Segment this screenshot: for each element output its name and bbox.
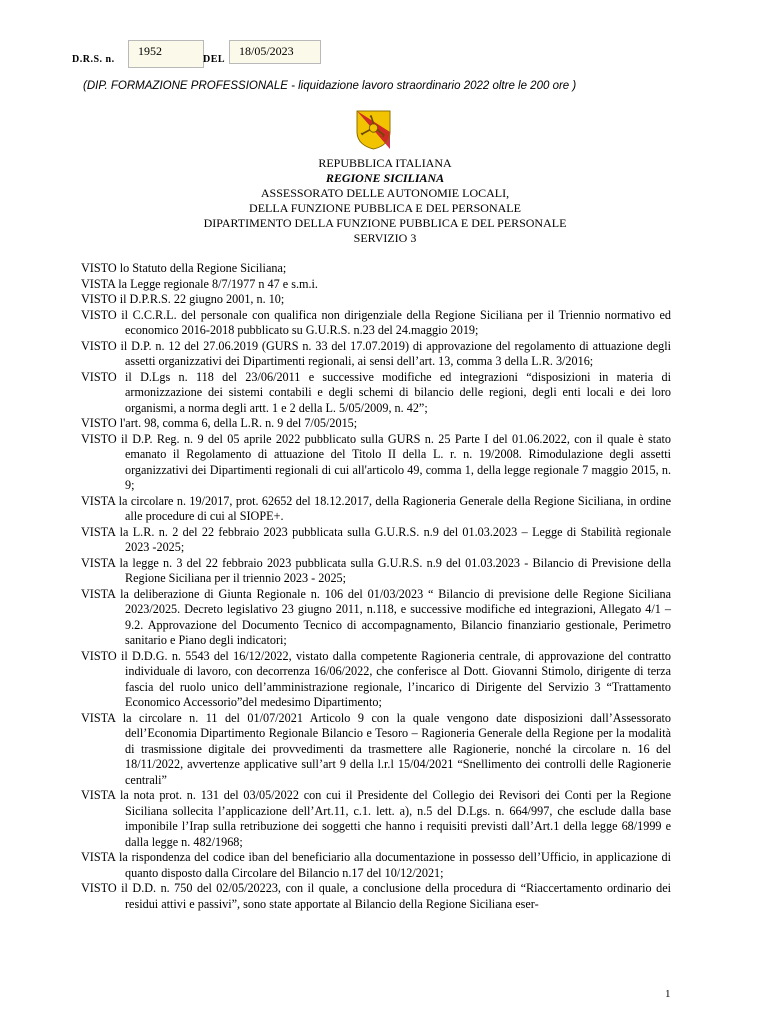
- letterhead-dipartimento: DIPARTIMENTO DELLA FUNZIONE PUBBLICA E DEL PERSONALE: [203, 216, 567, 230]
- clause-circolare-19-2017: VISTA la circolare n. 19/2017, prot. 62652 del 18.12.2017, della Ragioneria Generale della Regione Siciliana, in ordine alle procedure di cui al SIOPE+.: [81, 493, 671, 523]
- clause-iban: VISTA la rispondenza del codice iban del beneficiario alla documentazione in possesso dell’Ufficio, in applicazione di quanto disposto dalla Circolare del Bilancio n.17 del 10/12/2021;: [81, 850, 671, 880]
- clause-art-98: VISTO l'art. 98, comma 6, della L.R. n. 9 del 7/05/2015;: [81, 416, 358, 430]
- clause-lr-2-2023: VISTA la L.R. n. 2 del 22 febbraio 2023 pubblicata sulla G.U.R.S. n.9 del 01.03.2023 – Legge di Stabilità regionale 2023 -2025;: [81, 524, 671, 554]
- drs-number-field[interactable]: 1952: [128, 40, 204, 68]
- del-label: DEL: [203, 54, 226, 65]
- clause-dp-12-2019: VISTO il D.P. n. 12 del 27.06.2019 (GURS n. 33 del 17.07.2019) di approvazione del regolamento di attuazione degli assetti organizzativi dei Dipartimenti regionali, ai sensi dell’art. 13, comma 3 della L.R. 3/2016;: [81, 338, 671, 368]
- decree-body: [81, 261, 671, 912]
- clause-statuto: VISTO lo Statuto della Regione Siciliana;: [81, 261, 287, 275]
- document-subject: (DIP. FORMAZIONE PROFESSIONALE - liquidazione lavoro straordinario 2022 oltre le 200 ore ): [83, 80, 577, 92]
- letterhead-republic: REPUBBLICA ITALIANA: [318, 156, 452, 170]
- clause-ccrl: VISTO il C.C.R.L. del personale con qualifica non dirigenziale della Regione Siciliana per il Triennio normativo ed economico 2016-2018 pubblicato su G.U.R.S. n.23 del 24.maggio 2019;: [81, 307, 671, 337]
- clause-ddg-5543: VISTO il D.D.G. n. 5543 del 16/12/2022, vistato dalla competente Ragioneria centrale, di approvazione del contratto individuale di lavoro, con decorrenza 16/06/2022, che conferisce al Dott. Giovanni Stimolo, dirigente di terza fascia del ruolo unico dell’amministrazione regionale, l’incarico di Dirigente del Servizio 3 “Trattamento Economico Accessorio”del medesimo Dipartimento;: [81, 648, 671, 709]
- clause-lr-47-1977: VISTA la Legge regionale 8/7/1977 n 47 e s.m.i.: [81, 276, 318, 291]
- letterhead-funzione: DELLA FUNZIONE PUBBLICA E DEL PERSONALE: [249, 201, 521, 215]
- page-number: 1: [665, 988, 671, 1000]
- clause-dprs-10-2001: VISTO il D.P.R.S. 22 giugno 2001, n. 10;: [81, 292, 285, 306]
- sicily-trinacria-emblem-icon: [356, 110, 391, 150]
- drs-label: D.R.S. n.: [72, 54, 115, 65]
- clause-nota-131: VISTA la nota prot. n. 131 del 03/05/2022 con cui il Presidente del Collegio dei Revisori dei Conti per la Regione Siciliana sollecita l’applicazione dell’Art.11, c.1. lett. a), n.5 del D.Lgs. n. 664/997, che esclude dalla base imponibile l’Irap sulla retribuzione dei soggetti che hanno i requisiti previsti dall’Art.1 della legge 68/1999 e dalla legge n. 482/1968;: [81, 788, 671, 849]
- clause-dp-reg-9-2022: VISTO il D.P. Reg. n. 9 del 05 aprile 2022 pubblicato sulla GURS n. 25 Parte I del 01.06.2022, con il quale è stato emanato il Regolamento di attuazione del Titolo II della L. r. n. 19/2008. Rimodulazione degli assetti organizzativi dei Dipartimenti regionali di cui all'articolo 49, comma 1, della legge regionale 7 maggio 2015, n. 9;: [81, 431, 671, 492]
- clause-dlgs-118-2011: VISTO il D.Lgs n. 118 del 23/06/2011 e successive modifiche ed integrazioni “disposizioni in materia di armonizzazione dei sistemi contabili e degli schemi di bilancio delle regioni, degli enti locali e dei loro organismi, a norma degli artt. 1 e 2 della L. 5/05/2009, n. 42”;: [81, 369, 671, 415]
- clause-dd-750: VISTO il D.D. n. 750 del 02/05/20223, con il quale, a conclusione della procedura di “Riaccertamento ordinario dei residui attivi e passivi”, sono state apportate al Bilancio della Regione Siciliana eser-: [81, 881, 671, 911]
- letterhead: [70, 156, 700, 246]
- date-field[interactable]: 18/05/2023: [229, 40, 321, 64]
- clause-circolare-11-2021: VISTA la circolare n. 11 del 01/07/2021 Articolo 9 con la quale vengono date disposizioni dall’Assessorato dell’Economia Dipartimento Regionale Bilancio e Tesoro – Ragioneria Generale della Regione per la modalità di trasmissione digitale dei provvedimenti da trasmettere alle Ragionerie, nonché la circolare n. 16 del 18/11/2022, avvertenze applicative sull’art 9 della l.r.l 15/04/2021 “Snellimento dei controlli delle Ragionerie centrali”: [81, 710, 671, 787]
- clause-legge-3-2023: VISTA la legge n. 3 del 22 febbraio 2023 pubblicata sulla G.U.R.S. n.9 del 01.03.2023 - Bilancio di Previsione della Regione Siciliana per il triennio 2023 - 2025;: [81, 555, 671, 585]
- letterhead-region: REGIONE SICILIANA: [325, 171, 445, 185]
- letterhead-servizio: SERVIZIO 3: [353, 231, 417, 245]
- clause-deliberazione-106: VISTA la deliberazione di Giunta Regionale n. 106 del 01/03/2023 “ Bilancio di previsione delle Regione Siciliana 2023/2025. Decreto legislativo 23 giugno 2011, n.118, e successive modifiche ed integrazioni, Allegato 4/1 – 9.2. Approvazione del Documento Tecnico di accompagnamento, Bilancio finanziario gestionale, Perimetro sanitario e Piano degli indicatori;: [81, 586, 671, 647]
- letterhead-assessorato: ASSESSORATO DELLE AUTONOMIE LOCALI,: [260, 186, 510, 200]
